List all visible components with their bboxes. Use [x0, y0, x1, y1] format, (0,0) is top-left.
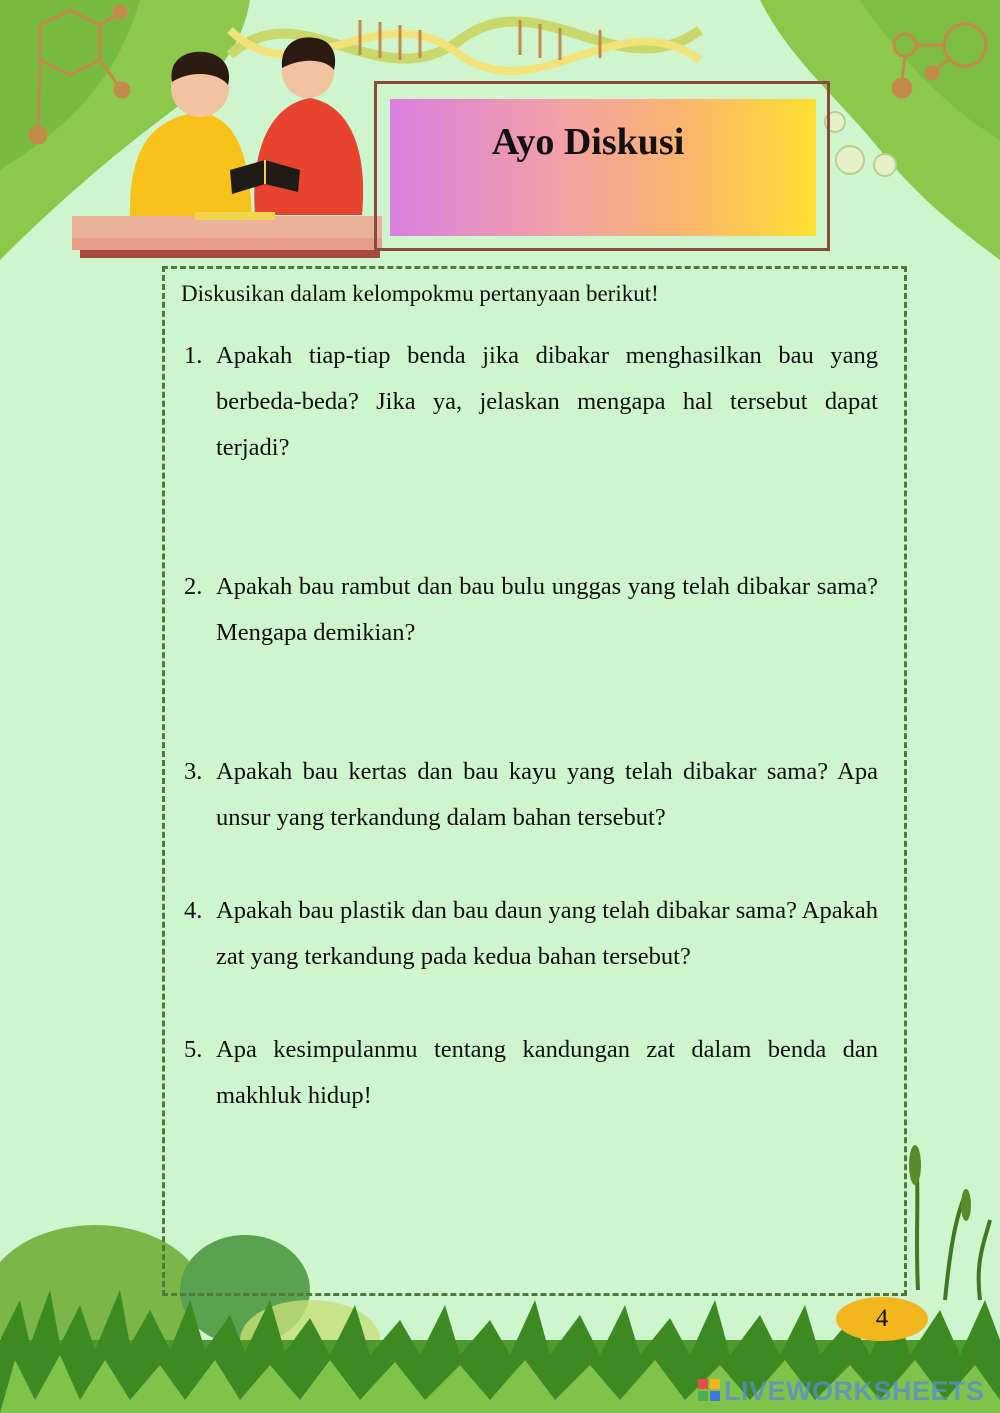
- question-text: Apakah bau rambut dan bau bulu unggas yang telah dibakar sama? Mengapa demikian?: [216, 573, 878, 646]
- liveworksheets-logo-icon: [698, 1379, 720, 1401]
- question-number: 4.: [184, 897, 203, 924]
- question-number: 3.: [184, 758, 203, 785]
- question-text: Apa kesimpulanmu tentang kandungan zat dalam benda dan makhluk hidup!: [216, 1036, 878, 1109]
- question-text: Apakah bau kertas dan bau kayu yang telah dibakar sama? Apa unsur yang terkandung dalam bahan tersebut?: [216, 758, 878, 831]
- question-item-1: [184, 333, 878, 471]
- question-item-3: [184, 749, 878, 841]
- question-item-4: [184, 888, 878, 980]
- question-number: 2.: [184, 573, 203, 600]
- watermark: LIVEWORKSHEETS: [724, 1376, 985, 1406]
- page-title: Ayo Diskusi: [491, 121, 685, 163]
- question-item-5: [184, 1027, 878, 1119]
- question-text: Apakah bau plastik dan bau daun yang telah dibakar sama? Apakah zat yang terkandung pada kedua bahan tersebut?: [216, 897, 878, 970]
- question-text: Apakah tiap-tiap benda jika dibakar menghasilkan bau yang berbeda-beda? Jika ya, jelaskan mengapa hal tersebut dapat terjadi?: [216, 342, 878, 461]
- question-item-2: [184, 564, 878, 656]
- instructions: Diskusikan dalam kelompokmu pertanyaan berikut!: [181, 281, 659, 306]
- question-number: 1.: [184, 342, 203, 369]
- page-number-badge: 4: [836, 1297, 928, 1341]
- question-number: 5.: [184, 1036, 203, 1063]
